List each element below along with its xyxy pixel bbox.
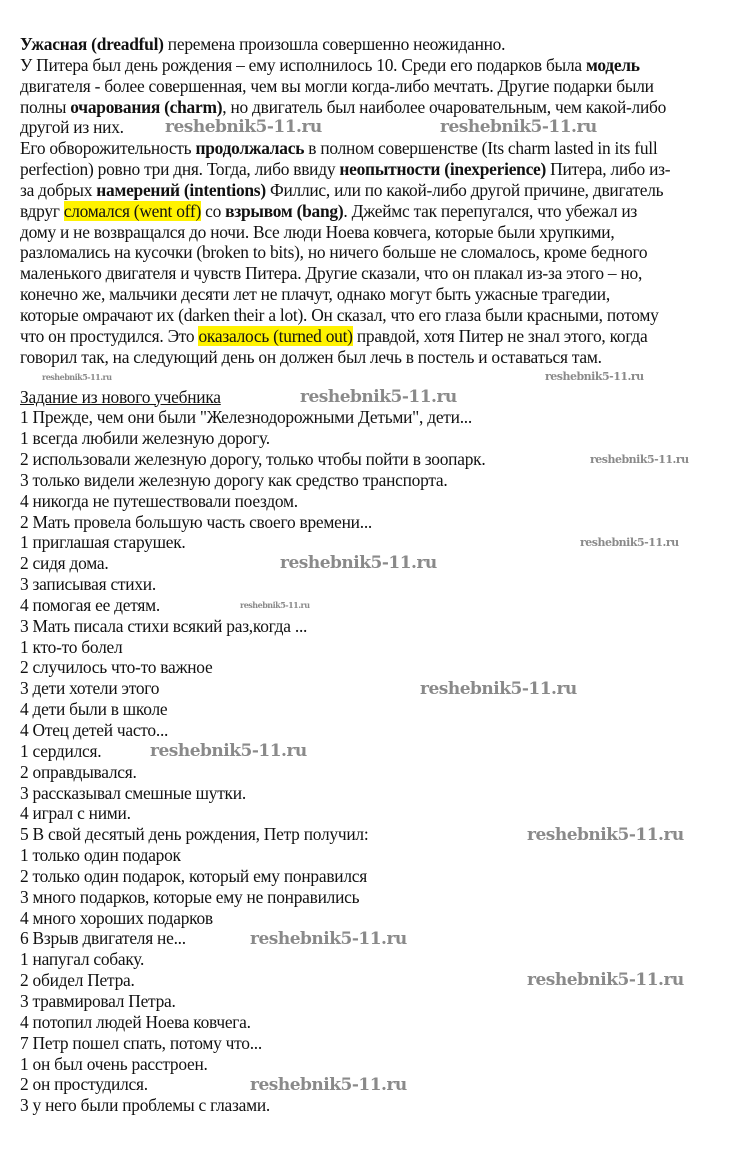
document-page — [20, 34, 740, 1116]
text-segment: дому и не возвращался до ночи. Все люди Ноева ковчега, которые были хрупкими, — [20, 221, 615, 242]
answer-option: 3 у него были проблемы с глазами. — [20, 1095, 270, 1116]
watermark: reshebnik5-11.ru — [250, 929, 407, 949]
text-segment: Филлис, или по какой-либо другой причине, двигатель — [265, 179, 664, 200]
text-segment: что он простудился. Это — [20, 325, 199, 346]
watermark: reshebnik5-11.ru — [580, 536, 679, 549]
text-segment: которые омрачают их (darken their a lot). Он сказал, что его глаза были красными, потому — [20, 304, 659, 325]
answer-option: 1 сердился. — [20, 740, 102, 761]
text-line — [20, 305, 740, 326]
text-segment: двигателя - более совершенная, чем вы могли когда-либо мечтать. Другие подарки были — [20, 75, 654, 96]
bold-term: Ужасная (dreadful) — [20, 34, 164, 54]
text-line — [20, 159, 740, 180]
text-segment: Его обворожительность — [20, 138, 196, 159]
story-paragraph — [20, 34, 740, 368]
text-line — [20, 117, 740, 138]
text-segment: полны — [20, 96, 71, 117]
answer-option: 4 никогда не путешествовали поездом. — [20, 490, 298, 511]
answer-option: 3 только видели железную дорогу как средство транспорта. — [20, 469, 448, 490]
text-line — [20, 326, 740, 347]
answer-option: 2 сидя дома. — [20, 553, 109, 574]
question: 5 В свой десятый день рождения, Петр получил: — [20, 824, 369, 845]
answer-option: 2 он простудился. — [20, 1074, 148, 1095]
text-segment: У Питера был день рождения – ему исполнилось 10. Среди его подарков была — [20, 54, 586, 75]
answer-option: 4 играл с ними. — [20, 803, 131, 824]
text-segment: . Джеймс так перепугался, что убежал из — [343, 200, 638, 221]
watermark: reshebnik5-11.ru — [280, 553, 437, 573]
text-segment: perfection) ровно три дня. Тогда, либо ввиду — [20, 159, 340, 180]
watermark: reshebnik5-11.ru — [165, 117, 322, 137]
watermark: reshebnik5-11.ru — [150, 741, 307, 761]
bold-term: взрывом (bang) — [225, 200, 344, 221]
text-line — [20, 263, 740, 284]
answer-option: 3 много подарков, которые ему не понравились — [20, 886, 360, 907]
answer-option: 4 дети были в школе — [20, 699, 168, 720]
watermark: reshebnik5-11.ru — [527, 970, 684, 990]
answer-option: 4 потопил людей Ноева ковчега. — [20, 1011, 251, 1032]
text-segment: за добрых — [20, 179, 97, 200]
text-line — [20, 180, 740, 201]
question: 3 Мать писала стихи всякий раз,когда ... — [20, 615, 308, 636]
text-line — [20, 76, 740, 97]
task-heading: Задание из нового учебника — [20, 386, 221, 407]
text-segment: со — [201, 200, 226, 221]
text-line — [20, 284, 740, 305]
highlighted-phrase: оказалось (turned out) — [198, 325, 353, 346]
watermark: reshebnik5-11.ru — [527, 825, 684, 845]
text-line — [20, 138, 740, 159]
text-segment: в полном совершенстве (Its charm lasted in its full — [304, 138, 658, 159]
bold-term: очарования (charm) — [70, 96, 223, 117]
question: 1 Прежде, чем они были "Железнодорожными Детьми", дети... — [20, 407, 472, 428]
question: 2 Мать провела большую часть своего времени... — [20, 511, 373, 532]
watermark: reshebnik5-11.ru — [42, 372, 112, 382]
text-segment: , но двигатель был наиболее очаровательным, чем какой-либо — [222, 96, 667, 117]
answer-option: 2 использовали железную дорогу, только чтобы пойти в зоопарк. — [20, 449, 486, 470]
text-line — [20, 347, 740, 368]
text-line — [20, 97, 740, 118]
answer-option: 1 всегда любили железную дорогу. — [20, 428, 270, 449]
answer-option: 1 напугал собаку. — [20, 949, 145, 970]
text-line — [20, 34, 740, 55]
text-segment: конечно же, мальчики десяти лет не плачут, однако могут быть ужасные трагедии, — [20, 284, 610, 305]
question: 7 Петр пошел спать, потому что... — [20, 1032, 262, 1053]
answer-option: 4 помогая ее детям. — [20, 594, 160, 615]
answer-option: 1 он был очень расстроен. — [20, 1053, 208, 1074]
answer-option: 2 оправдывался. — [20, 761, 137, 782]
watermark: reshebnik5-11.ru — [420, 679, 577, 699]
answer-option: 3 записывая стихи. — [20, 574, 156, 595]
bold-term: намерений (intentions) — [96, 179, 266, 200]
text-segment: вдруг — [20, 200, 64, 221]
watermark: reshebnik5-11.ru — [300, 387, 457, 407]
answer-option: 1 только один подарок — [20, 845, 181, 866]
answer-option: 1 приглашая старушек. — [20, 532, 186, 553]
text-line — [20, 55, 740, 76]
answer-option: 3 дети хотели этого — [20, 678, 160, 699]
answer-option: 3 рассказывал смешные шутки. — [20, 782, 246, 803]
text-segment: правдой, хотя Питер не знал этого, когда — [352, 325, 648, 346]
watermark: reshebnik5-11.ru — [250, 1075, 407, 1095]
question: 4 Отец детей часто... — [20, 720, 169, 740]
watermark: reshebnik5-11.ru — [440, 117, 597, 137]
answer-option: 2 обидел Петра. — [20, 970, 135, 991]
text-segment: разломались на кусочки (broken to bits), но ничего больше не сломалось, кроме бедного — [20, 242, 648, 263]
text-segment: перемена произошла совершенно неожиданно. — [163, 34, 506, 54]
text-segment: говорил так, на следующий день он должен был лечь в постель и оставаться там. — [20, 346, 602, 367]
answer-option: 2 случилось что-то важное — [20, 657, 213, 678]
text-segment: другой из них. — [20, 117, 124, 138]
answer-option: 4 много хороших подарков — [20, 907, 213, 928]
answer-option: 3 травмировал Петра. — [20, 990, 176, 1011]
text-line — [20, 242, 740, 263]
task-list — [20, 407, 740, 1116]
bold-term: неопытности (inexperience) — [339, 159, 547, 180]
question: 6 Взрыв двигателя не... — [20, 928, 186, 949]
watermark: reshebnik5-11.ru — [545, 370, 644, 383]
text-line — [20, 222, 740, 243]
bold-term: модель — [585, 54, 640, 75]
highlighted-phrase: сломался (went off) — [63, 200, 201, 221]
watermark: reshebnik5-11.ru — [590, 453, 689, 466]
answer-option: 1 кто-то болел — [20, 636, 123, 657]
bold-term: продолжалась — [195, 138, 305, 159]
text-segment: маленького двигателя и чувств Питера. Другие сказали, что он плакал из-за этого – но, — [20, 263, 643, 284]
text-segment: Питера, либо из- — [546, 159, 671, 180]
text-line — [20, 201, 740, 222]
answer-option: 2 только один подарок, который ему понравился — [20, 865, 367, 886]
watermark: reshebnik5-11.ru — [240, 600, 310, 610]
